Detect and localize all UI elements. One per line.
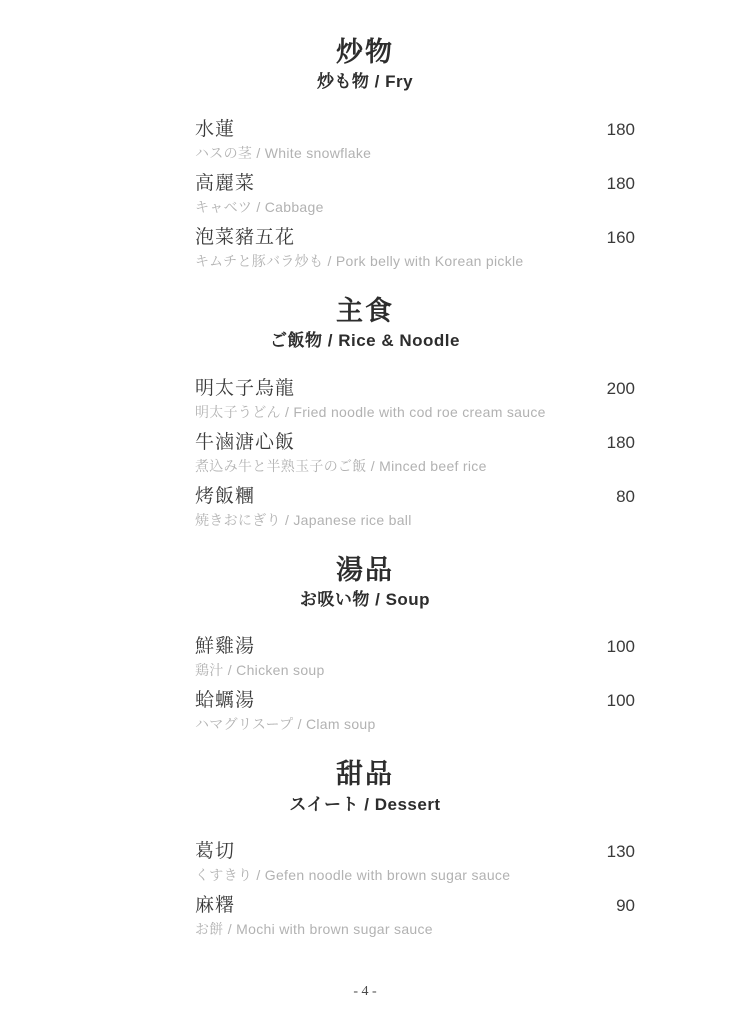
- item-name: 牛滷溏心飯: [195, 431, 296, 453]
- item-price: 180: [606, 432, 635, 452]
- item-description: 鶏汁 / Chicken soup: [195, 662, 325, 679]
- item-price: 80: [616, 486, 635, 506]
- item-name: 蛤蠣湯: [195, 690, 256, 712]
- menu-item: [195, 636, 635, 678]
- item-name: 葛切: [195, 841, 236, 863]
- section-subtitle: お吸い物 / Soup: [299, 589, 431, 609]
- item-description: 焼きおにぎり / Japanese rice ball: [195, 511, 412, 528]
- item-description: 煮込み牛と半熟玉子のご飯 / Minced beef rice: [195, 457, 487, 474]
- item-description: キャベツ / Cabbage: [195, 198, 324, 215]
- menu-item: [195, 378, 635, 420]
- item-name: 鮮雞湯: [195, 636, 256, 658]
- section-items: [195, 636, 635, 732]
- item-description: 明太子うどん / Fried noodle with cod roe cream sauce: [195, 403, 546, 420]
- item-row: [195, 486, 635, 508]
- menu-section-fry: [0, 36, 730, 269]
- section-subtitle: 炒も物 / Fry: [316, 72, 414, 92]
- section-items: [195, 841, 635, 937]
- item-row: [195, 378, 635, 400]
- item-description: くすきり / Gefen noodle with brown sugar sauce: [195, 867, 511, 884]
- item-name: 水蓮: [195, 118, 236, 140]
- menu-item: [195, 690, 635, 732]
- item-name: 明太子烏龍: [195, 377, 296, 399]
- item-row: [195, 690, 635, 712]
- menu-item: [195, 119, 635, 161]
- menu-section-rice-noodle: [0, 295, 730, 528]
- item-name: 麻糬: [195, 895, 236, 917]
- item-price: 90: [616, 896, 635, 916]
- menu-item: [195, 173, 635, 215]
- menu-section-dessert: [0, 758, 730, 937]
- item-price: 200: [606, 378, 635, 398]
- item-name: 烤飯糰: [195, 485, 256, 507]
- item-price: 130: [606, 842, 635, 862]
- item-row: [195, 119, 635, 141]
- item-row: [195, 227, 635, 249]
- item-row: [195, 841, 635, 863]
- section-title: 炒物: [336, 37, 394, 67]
- page-number: - 4 -: [353, 984, 377, 999]
- menu-section-soup: [0, 554, 730, 733]
- item-price: 180: [606, 173, 635, 193]
- item-row: [195, 895, 635, 917]
- item-name: 泡菜豬五花: [195, 226, 296, 248]
- section-title: 主食: [336, 295, 394, 326]
- item-price: 180: [606, 119, 635, 139]
- menu-item: [195, 227, 635, 269]
- section-subtitle: ご飯物 / Rice & Noodle: [270, 331, 460, 351]
- item-row: [195, 432, 635, 454]
- menu-item: [195, 895, 635, 937]
- section-items: [195, 378, 635, 528]
- menu-item: [195, 841, 635, 883]
- item-row: [195, 636, 635, 658]
- item-description: キムチと豚バラ炒も / Pork belly with Korean pickle: [195, 252, 524, 269]
- item-name: 高麗菜: [195, 172, 256, 194]
- item-description: お餅 / Mochi with brown sugar sauce: [195, 921, 433, 938]
- item-price: 160: [606, 227, 635, 247]
- menu-item: [195, 486, 635, 528]
- item-price: 100: [606, 691, 635, 711]
- section-items: [195, 119, 635, 269]
- item-row: [195, 173, 635, 195]
- item-price: 100: [606, 637, 635, 657]
- section-title: 湯品: [336, 554, 394, 585]
- section-subtitle: スイート / Dessert: [289, 794, 441, 814]
- section-title: 甜品: [336, 759, 394, 790]
- item-description: ハマグリスープ / Clam soup: [195, 716, 376, 733]
- item-description: ハスの茎 / White snowflake: [195, 144, 372, 161]
- menu-item: [195, 432, 635, 474]
